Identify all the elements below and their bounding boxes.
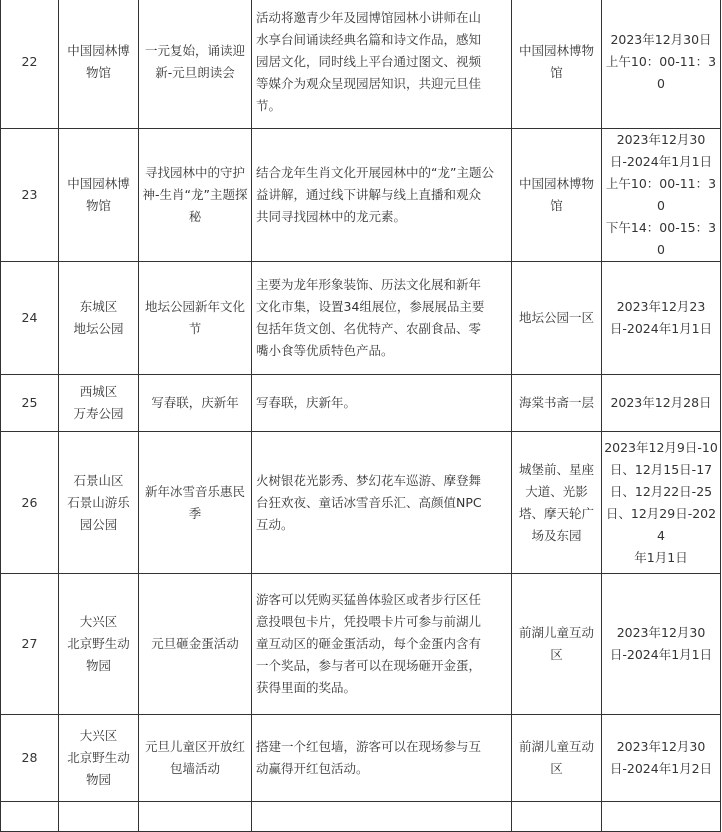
- cell-activity-content-line: 写春联，庆新年。: [256, 395, 357, 410]
- row-number: 22: [1, 0, 59, 129]
- cell-venue-line: 大兴区: [79, 614, 118, 629]
- cell-activity-content: [252, 129, 512, 262]
- cell-location-line: 塔、摩天轮广: [518, 505, 594, 521]
- cell-activity-name: [139, 715, 252, 802]
- cell-venue: [59, 375, 139, 432]
- cell-location-line: 中国园林博物: [518, 176, 594, 191]
- cell-activity-name: [139, 375, 252, 432]
- cell-time-line: 2023年12月30: [616, 739, 706, 754]
- cell-activity-content-line: 共同寻找园林中的龙元素。: [256, 209, 407, 224]
- events-table-body: [1, 0, 721, 802]
- cell-activity-name-line: 秘: [188, 209, 202, 224]
- cell-time-line: 上午10：00-11：30: [605, 53, 717, 91]
- cell-time-line: 日-2024年1月1日: [609, 154, 713, 169]
- cell-time: [602, 129, 721, 262]
- cell-activity-name-line: 神-生肖“龙”主题探: [142, 187, 248, 202]
- table-row: [1, 375, 721, 432]
- cell-location: [512, 432, 602, 574]
- cell-time: [602, 574, 721, 715]
- cell-activity-content-line: 游客可以凭购买猛兽体验区或者步行区任: [256, 592, 482, 607]
- cell-time-line: 日-2024年1月1日: [609, 321, 713, 336]
- cell-venue: [59, 432, 139, 574]
- cell-activity-name-line: 写春联，庆新年: [151, 395, 239, 410]
- cell-venue: [59, 574, 139, 715]
- cell-activity-content: [252, 375, 512, 432]
- cell-venue-line: 石景山游乐: [67, 494, 130, 510]
- row-number: 27: [1, 574, 59, 715]
- cell-venue-line: 北京野生动: [67, 636, 130, 651]
- table-row-partial: [1, 802, 721, 832]
- cell-activity-content-line: 节。: [256, 97, 282, 113]
- row-number: 24: [1, 262, 59, 375]
- cell-location-line: 馆: [550, 64, 563, 80]
- cell-activity-content-line: 互动。: [256, 516, 294, 532]
- cell-activity-content: [252, 0, 512, 129]
- row-number: 28: [1, 715, 59, 802]
- cell-location-line: 前湖儿童互动: [518, 625, 594, 640]
- cell-activity-content-line: 火树银花光影秀、梦幻花车巡游、摩登舞: [256, 472, 482, 488]
- cell-activity-name-line: 一元复始，诵读迎: [144, 42, 245, 58]
- cell-time: [602, 375, 721, 432]
- cell-activity-content: [252, 262, 512, 375]
- cell-activity-name-line: 节: [188, 321, 202, 336]
- cell-activity-name: [139, 0, 252, 129]
- cell-activity-content-line: 园居文化，同时线上平台通过图文、视频: [256, 53, 482, 69]
- cell-activity-content-line: 活动将邀青少年及园博馆园林小讲师在山: [256, 9, 482, 25]
- cell-time-line: 下午14：00-15：30: [605, 220, 717, 257]
- cell-location-line: 城堡前、星座: [518, 461, 594, 477]
- cell-venue-line: 地坛公园: [73, 321, 124, 336]
- cell-location-line: 场及东园: [531, 527, 582, 543]
- cell-venue-line: 物园: [85, 658, 111, 673]
- cell-time-line: 日、12月15日-17: [609, 461, 713, 477]
- cell-location: [512, 262, 602, 375]
- row-number: 23: [1, 129, 59, 262]
- cell-location: [512, 129, 602, 262]
- cell-activity-name-line: 寻找园林中的守护: [144, 165, 245, 180]
- cell-activity-name-line: 新年冰雪音乐惠民: [144, 483, 245, 499]
- table-row: [1, 715, 721, 802]
- cell-location-line: 区: [550, 761, 563, 776]
- cell-venue-line: 中国园林博: [67, 42, 130, 58]
- cell-activity-name-line: 地坛公园新年文化: [144, 299, 245, 314]
- cell-location-line: 中国园林博物: [518, 42, 594, 58]
- cell-time-line: 2023年12月30: [616, 132, 706, 147]
- row-number: 26: [1, 432, 59, 574]
- cell-activity-name-line: 新-元旦朗读会: [155, 64, 235, 80]
- cell-activity-content-line: 动赢得开红包活动。: [256, 761, 369, 776]
- cell-venue: [59, 262, 139, 375]
- cell-venue-line: 园公园: [79, 516, 118, 532]
- cell-location-line: 区: [550, 647, 563, 662]
- cell-time-line: 2023年12月30日: [610, 31, 712, 47]
- table-row: [1, 0, 721, 129]
- cell-activity-content-line: 主要为龙年形象装饰、历法文化展和新年: [256, 277, 482, 292]
- cell-venue-line: 北京野生动: [67, 750, 130, 765]
- cell-activity-content-line: 结合龙年生肖文化开展园林中的“龙”主题公: [256, 165, 494, 180]
- cell-venue-line: 物馆: [85, 64, 111, 80]
- events-table-tail: [1, 802, 721, 832]
- cell-venue: [59, 0, 139, 129]
- cell-activity-content-line: 等媒介为观众呈现园居知识，共迎元旦佳: [256, 75, 482, 91]
- cell-time-line: 日、12月29日-2024: [605, 505, 717, 543]
- cell-location: [512, 0, 602, 129]
- cell-time-line: 日-2024年1月2日: [609, 761, 713, 776]
- cell-activity-content: [252, 715, 512, 802]
- cell-activity-content: [252, 574, 512, 715]
- cell-time-line: 2023年12月9日-10: [604, 439, 718, 455]
- cell-venue: [59, 129, 139, 262]
- cell-activity-content-line: 益讲解，通过线下讲解与线上直播和观众: [256, 187, 482, 202]
- cell-activity-content-line: 搭建一个红包墙，游客可以在现场参与互: [256, 739, 482, 754]
- cell-activity-name: [139, 574, 252, 715]
- table-row: [1, 129, 721, 262]
- cell-venue-line: 中国园林博: [67, 176, 130, 191]
- cell-time: [602, 262, 721, 375]
- table-row: [1, 432, 721, 574]
- cell-location: [512, 715, 602, 802]
- cell-location-line: 地坛公园一区: [518, 310, 594, 325]
- cell-activity-content-line: 嘴小食等优质特色产品。: [256, 343, 394, 358]
- cell-venue-line: 物馆: [85, 198, 111, 213]
- cell-time-line: 日、12月22日-25: [609, 483, 713, 499]
- cell-venue-line: 东城区: [79, 299, 118, 314]
- cell-activity-content-line: 水享台间诵读经典名篇和诗文作品，感知: [256, 31, 482, 47]
- cell-venue-line: 石景山区: [73, 472, 124, 488]
- cell-activity-name: [139, 432, 252, 574]
- cell-activity-name-line: 元旦儿童区开放红: [144, 739, 245, 754]
- cell-time-line: 2023年12月30: [616, 625, 706, 640]
- cell-location-line: 馆: [550, 198, 563, 213]
- cell-activity-name-line: 元旦砸金蛋活动: [151, 636, 239, 651]
- cell-activity-content-line: 文化市集，设置34组展位，参展展品主要: [256, 299, 485, 314]
- cell-time: [602, 0, 721, 129]
- cell-time: [602, 432, 721, 574]
- cell-activity-name-line: 季: [188, 505, 202, 521]
- cell-time-line: 年1月1日: [634, 549, 688, 565]
- cell-activity-name: [139, 262, 252, 375]
- cell-time: [602, 715, 721, 802]
- cell-venue-line: 万寿公园: [73, 406, 124, 421]
- table-row: [1, 262, 721, 375]
- cell-activity-content: [252, 432, 512, 574]
- cell-venue-line: 大兴区: [79, 728, 118, 743]
- cell-activity-content-line: 台狂欢夜、童话冰雪音乐汇、高颜值NPC: [256, 494, 482, 510]
- cell-location-line: 大道、光影: [525, 483, 588, 499]
- table-row: [1, 574, 721, 715]
- cell-activity-content-line: 包括年货文创、名优特产、农副食品、零: [256, 321, 482, 336]
- cell-location: [512, 375, 602, 432]
- cell-time-line: 上午10：00-11：30: [605, 176, 717, 213]
- cell-time-line: 2023年12月23: [616, 299, 706, 314]
- cell-venue-line: 物园: [85, 772, 111, 787]
- row-number: 25: [1, 375, 59, 432]
- cell-location-line: 海棠书斋一层: [518, 395, 594, 410]
- cell-time-line: 2023年12月28日: [610, 395, 712, 410]
- cell-location: [512, 574, 602, 715]
- cell-activity-name-line: 包墙活动: [169, 761, 220, 776]
- cell-activity-content-line: 获得里面的奖品。: [256, 680, 357, 695]
- cell-activity-content-line: 童互动区的砸金蛋活动，每个金蛋内含有: [256, 636, 482, 651]
- cell-activity-content-line: 一个奖品，参与者可以在现场砸开金蛋，: [256, 658, 482, 673]
- cell-time-line: 日-2024年1月1日: [609, 647, 713, 662]
- cell-venue: [59, 715, 139, 802]
- cell-activity-name: [139, 129, 252, 262]
- cell-venue-line: 西城区: [79, 384, 118, 399]
- cell-location-line: 前湖儿童互动: [518, 739, 594, 754]
- cell-activity-content-line: 意投喂包卡片，凭投喂卡片可参与前湖儿: [256, 614, 482, 629]
